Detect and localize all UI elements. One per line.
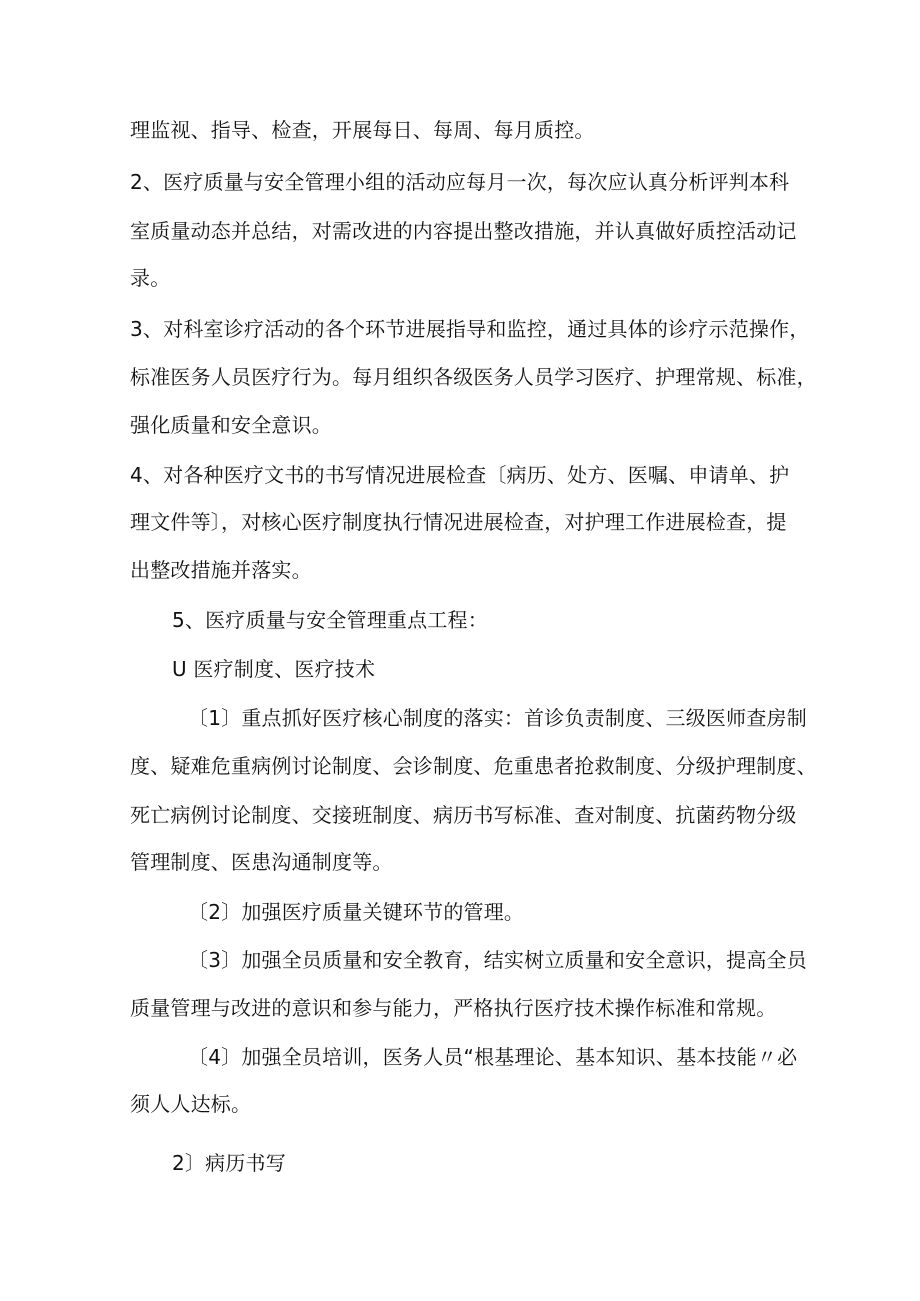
text-line: 2、医疗质量与安全管理小组的活动应每月一次，每次应认真分析评判本科	[130, 170, 790, 194]
text-line: 3、对科室诊疗活动的各个环节进展指导和监控，通过具体的诊疗示范操作，	[130, 317, 810, 341]
text-line: 理文件等〕，对核心医疗制度执行情况进展检查，对护理工作进展检查，提	[130, 510, 787, 534]
text-line: 质量管理与改进的意识和参与能力，严格执行医疗技术操作标准和常规。	[130, 996, 777, 1020]
section-heading: 5、医疗质量与安全管理重点工程：	[172, 608, 488, 632]
text-line: 〔3〕加强全员质量和安全教育，结实树立质量和安全意识，提高全员	[188, 948, 807, 972]
text-line: 强化质量和安全意识。	[130, 413, 332, 437]
text-line: 死亡病例讨论制度、交接班制度、病历书写标准、查对制度、抗菌药物分级	[130, 803, 797, 827]
text-line: 〔2〕加强医疗质量关键环节的管理。	[188, 900, 525, 924]
text-line: 标准医务人员医疗行为。每月组织各级医务人员学习医疗、护理常规、标准，	[130, 365, 817, 389]
text-line: 出整改措施并落实。	[130, 558, 312, 582]
text-line: 室质量动态并总结，对需改进的内容提出整改措施，并认真做好质控活动记	[130, 219, 797, 243]
text-line: 〔1〕重点抓好医疗核心制度的落实：首诊负责制度、三级医师查房制	[188, 706, 807, 730]
text-line: 须人人达标。	[130, 1092, 252, 1116]
text-line: 理监视、指导、检查，开展每日、每周、每月质控。	[130, 118, 595, 142]
subsection-heading: 2〕病历书写	[172, 1151, 286, 1175]
text-line: 录。	[130, 266, 171, 290]
text-line: 管理制度、医患沟通制度等。	[130, 850, 393, 874]
subsection-heading: U 医疗制度、医疗技术	[172, 657, 376, 681]
text-line: 度、疑难危重病例讨论制度、会诊制度、危重患者抢救制度、分级护理制度、	[130, 754, 817, 778]
text-line: 〔4〕加强全员培训，医务人员“根基理论、基本知识、基本技能〃必	[188, 1045, 798, 1069]
text-line: 4、对各种医疗文书的书写情况进展检查〔病历、处方、医嘱、申请单、护	[130, 463, 790, 487]
